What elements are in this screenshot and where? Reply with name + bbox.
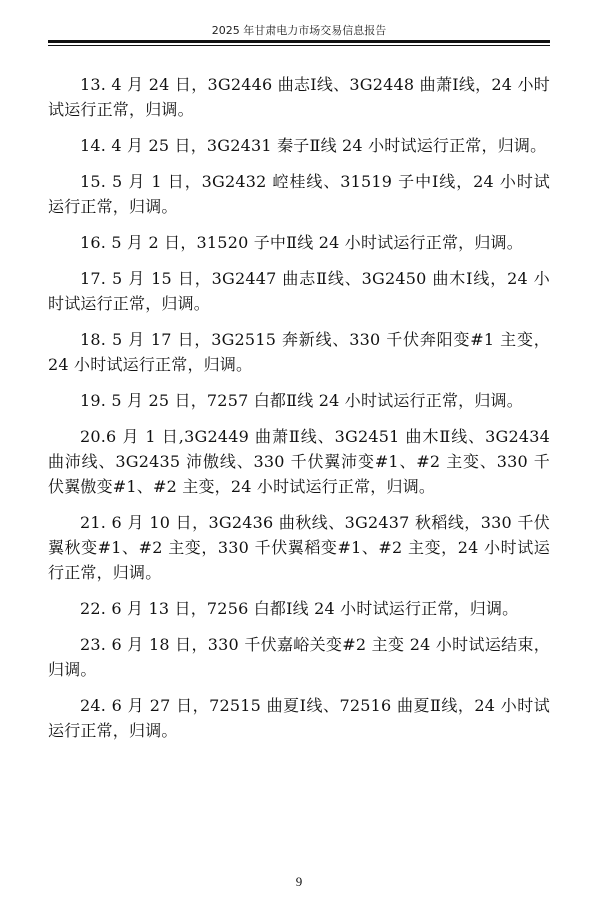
list-item: 18. 5 月 17 日，3G2515 奔新线、330 千伏奔阳变#1 主变，24 小时试运行正常，归调。 xyxy=(48,330,550,374)
list-item: 21. 6 月 10 日，3G2436 曲秋线、3G2437 秋稻线，330 千伏翼秋变#1、#2 主变，330 千伏翼稻变#1、#2 主变，24 小时试运行正常，归调。 xyxy=(48,513,550,582)
list-item: 19. 5 月 25 日，7257 白都Ⅱ线 24 小时试运行正常，归调。 xyxy=(80,391,523,410)
list-item: 23. 6 月 18 日，330 千伏嘉峪关变#2 主变 24 小时试运结束，归调。 xyxy=(48,635,550,679)
header-rule-thick xyxy=(48,40,550,43)
page-header: 2025 年甘肃电力市场交易信息报告 xyxy=(211,24,387,37)
page-number: 9 xyxy=(295,874,303,889)
list-item: 14. 4 月 25 日，3G2431 秦子Ⅱ线 24 小时试运行正常，归调。 xyxy=(80,136,547,155)
header-rule-thin xyxy=(48,45,550,46)
list-item: 22. 6 月 13 日，7256 白都Ⅰ线 24 小时试运行正常，归调。 xyxy=(80,599,519,618)
list-item: 15. 5 月 1 日，3G2432 崆桂线、31519 子中Ⅰ线，24 小时试运行正常，归调。 xyxy=(48,172,550,216)
document-body xyxy=(48,72,550,754)
list-item: 13. 4 月 24 日，3G2446 曲志Ⅰ线、3G2448 曲萧Ⅰ线，24 小时试运行正常，归调。 xyxy=(48,75,550,119)
list-item: 17. 5 月 15 日，3G2447 曲志Ⅱ线、3G2450 曲木Ⅰ线，24 小时试运行正常，归调。 xyxy=(48,269,550,313)
list-item: 20.6 月 1 日,3G2449 曲萧Ⅱ线、3G2451 曲木Ⅱ线、3G2434 曲沛线、3G2435 沛傲线、330 千伏翼沛变#1、#2 主变、330 千伏翼傲变#1、#2 主变，24 小时试运行正常，归调。 xyxy=(48,427,550,496)
list-item: 24. 6 月 27 日，72515 曲夏Ⅰ线、72516 曲夏Ⅱ线，24 小时试运行正常，归调。 xyxy=(48,696,550,740)
list-item: 16. 5 月 2 日，31520 子中Ⅱ线 24 小时试运行正常，归调。 xyxy=(80,233,523,252)
